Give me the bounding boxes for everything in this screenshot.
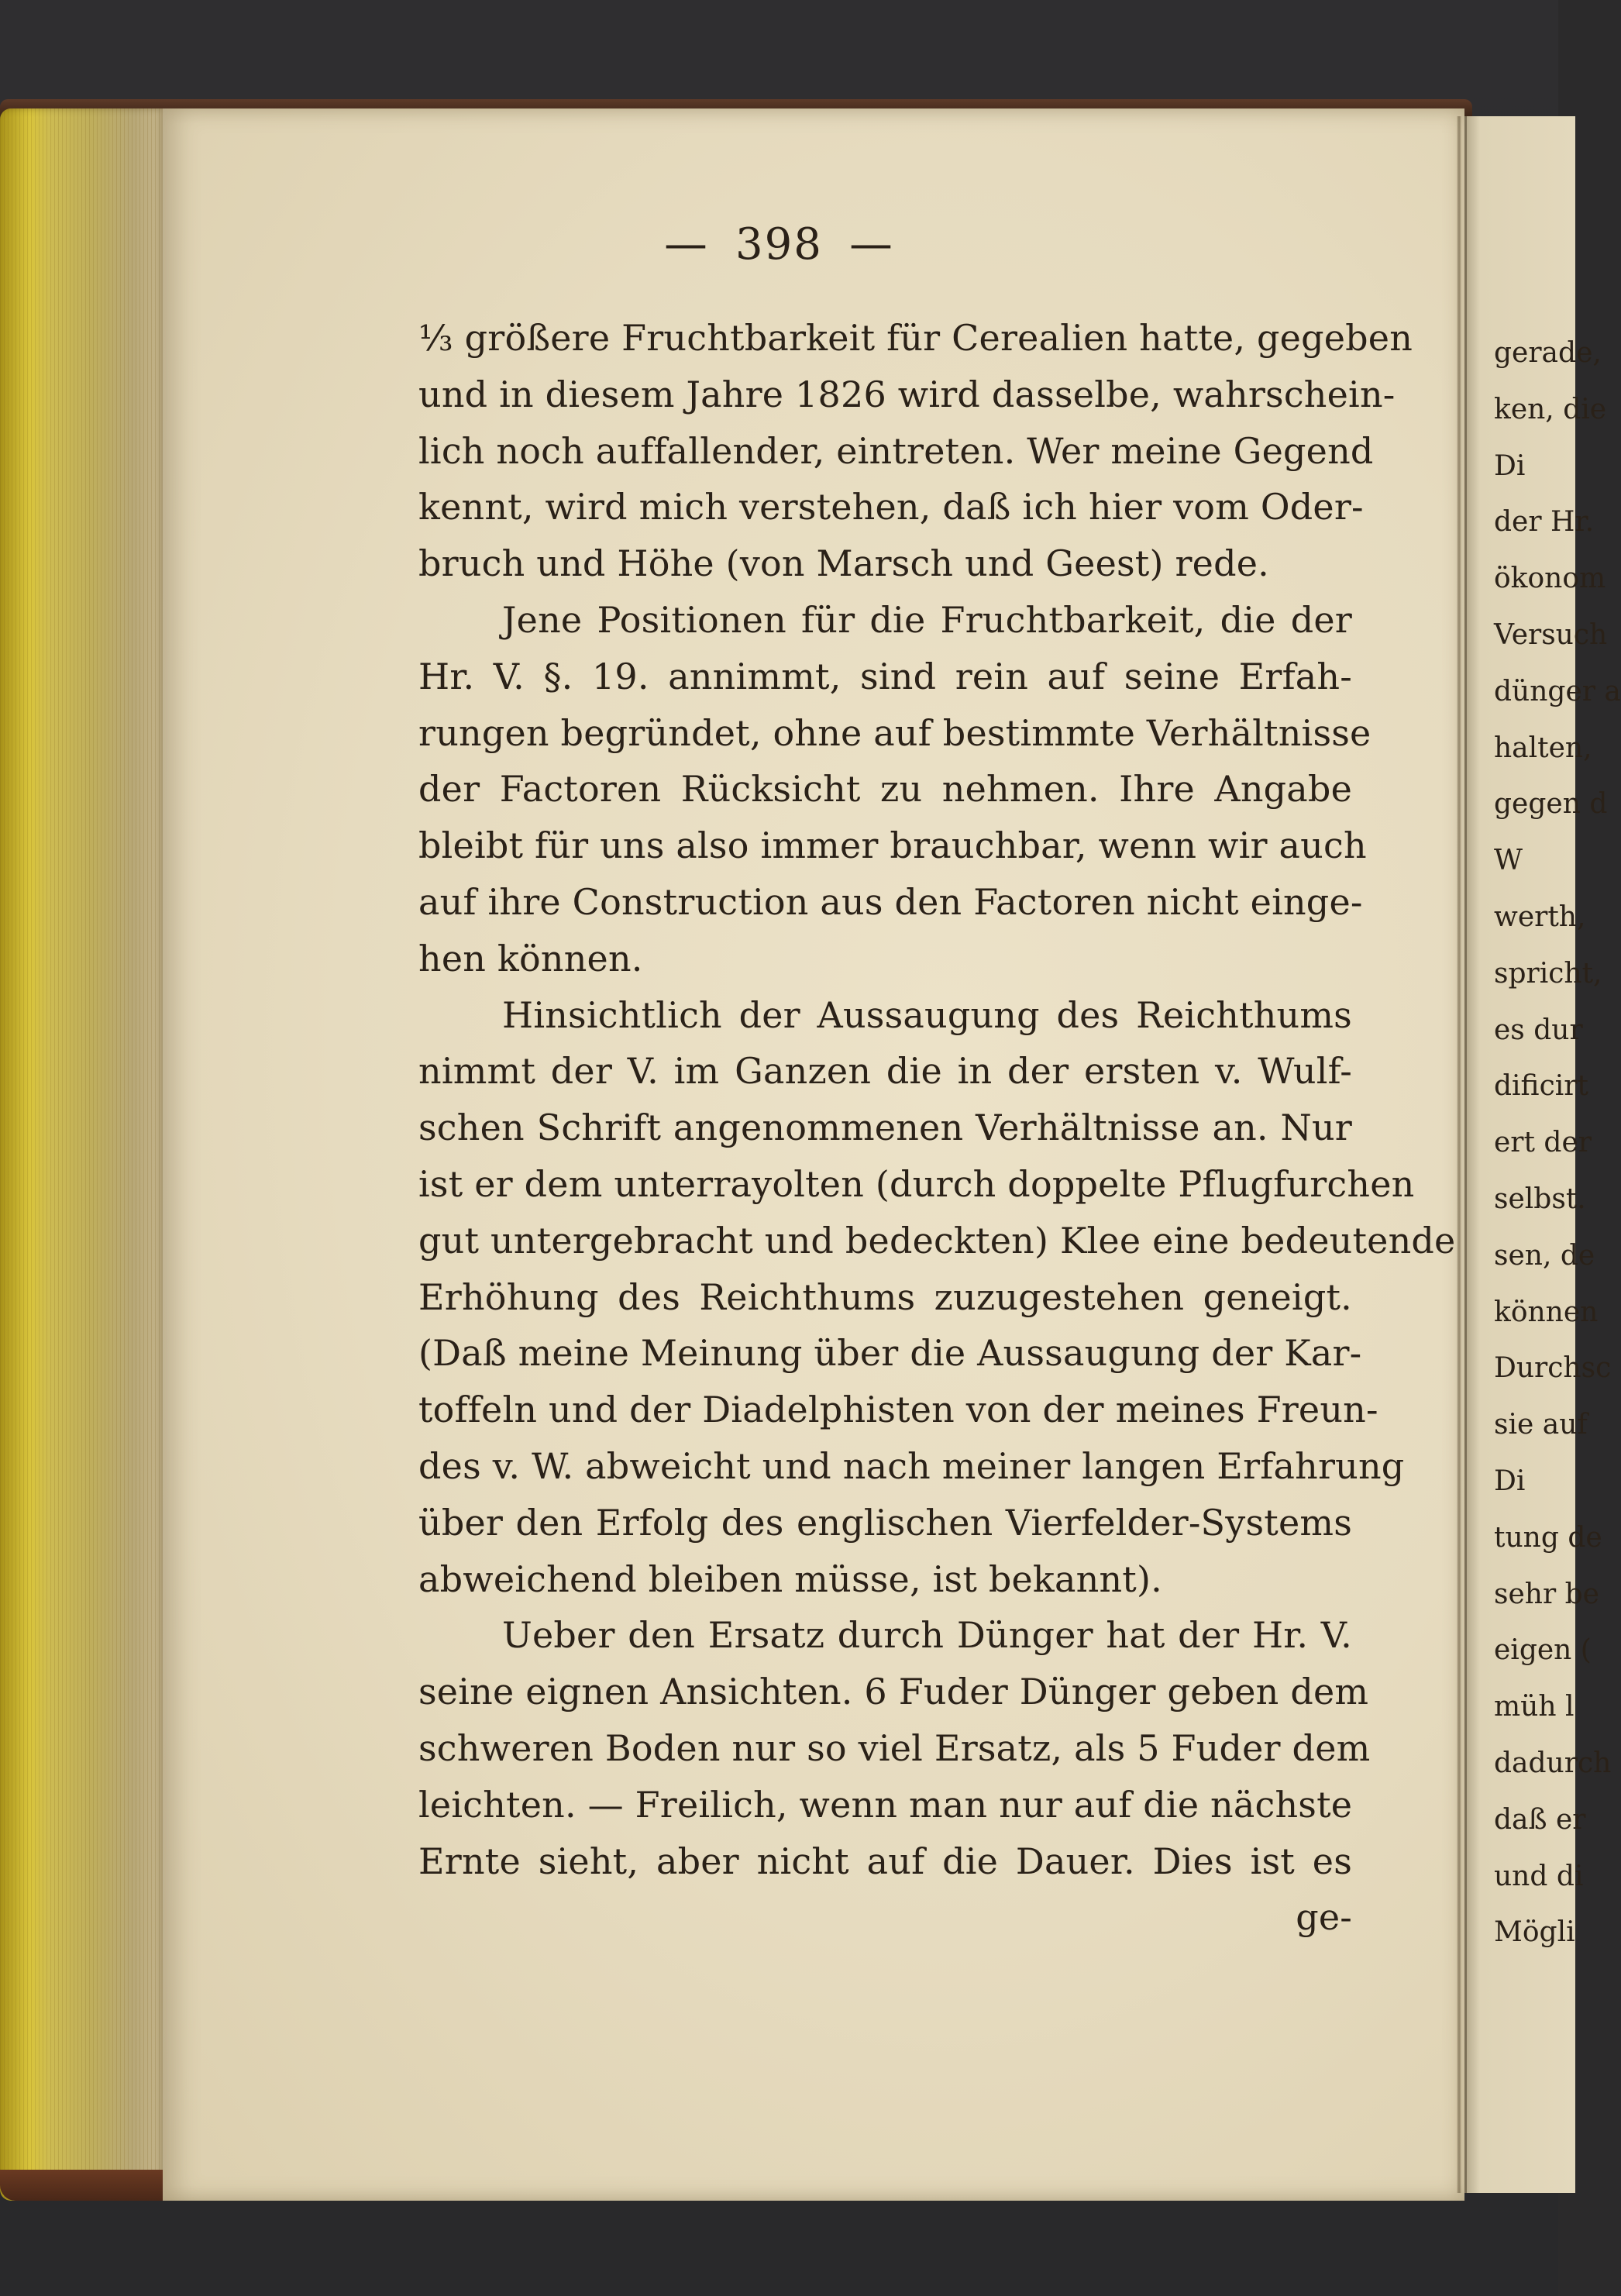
text-line: Ueber den Ersatz durch Dünger hat der Hr. V. xyxy=(502,1614,1352,1657)
adjacent-page-fragment: sie auf xyxy=(1494,1409,1588,1441)
text-line: lich noch auffallender, eintreten. Wer meine Gegend xyxy=(418,429,1374,472)
adjacent-page-fragment: Di xyxy=(1494,1465,1526,1497)
text-line: rungen begründet, ohne auf bestimmte Verhältnisse xyxy=(418,711,1371,754)
page-number-dash-left: — xyxy=(664,219,710,270)
text-line: ist er dem unterrayolten (durch doppelte Pflugfurchen xyxy=(418,1162,1415,1205)
page-body-text xyxy=(418,310,1456,1946)
adjacent-page-fragment: halten, xyxy=(1494,731,1592,764)
adjacent-page-fragment: eigen ( xyxy=(1494,1634,1592,1667)
text-line: gut untergebracht und bedeckten) Klee eine bedeutende xyxy=(418,1219,1456,1262)
text-line: ⅓ größere Fruchtbarkeit für Cerealien hatte, gegeben xyxy=(418,317,1413,359)
text-line: bruch und Höhe (von Marsch und Geest) rede. xyxy=(418,542,1269,585)
adjacent-page-fragment: es dur xyxy=(1494,1014,1583,1046)
text-line: toffeln und der Diadelphisten von der meines Freun- xyxy=(418,1389,1378,1431)
adjacent-page-fragment: sehr be xyxy=(1494,1578,1599,1610)
gilt-page-edges xyxy=(0,108,167,2201)
adjacent-page-fragment: gegen d xyxy=(1494,788,1608,821)
adjacent-page-fragment: Versuch xyxy=(1494,618,1608,651)
adjacent-page-fragment: sen, de xyxy=(1494,1239,1595,1272)
text-line: und in diesem Jahre 1826 wird dasselbe, wahrschein- xyxy=(418,373,1396,415)
page-gutter xyxy=(1457,116,1461,2193)
page-number-dash-right: — xyxy=(848,219,894,270)
text-line: schweren Boden nur so viel Ersatz, als 5 Fuder dem xyxy=(418,1726,1371,1769)
page-header xyxy=(0,219,1558,270)
adjacent-page-fragment: Durchsc xyxy=(1494,1352,1612,1385)
text-line: leichten. — Freilich, wenn man nur auf die nächste xyxy=(418,1783,1353,1826)
adjacent-page-fragment: ert der xyxy=(1494,1127,1592,1159)
adjacent-page-fragment: dadurch xyxy=(1494,1747,1612,1779)
text-line: Jene Positionen für die Fruchtbarkeit, die der xyxy=(502,598,1352,641)
text-line: Ernte sieht, aber nicht auf die Dauer. Dies ist es xyxy=(418,1840,1352,1882)
text-line: abweichend bleiben müsse, ist bekannt). xyxy=(418,1558,1162,1600)
text-line: auf ihre Construction aus den Factoren nicht einge- xyxy=(418,880,1363,923)
adjacent-page-fragment: Mögli xyxy=(1494,1916,1575,1949)
adjacent-page-fragment: ken, die xyxy=(1494,393,1607,425)
adjacent-page-fragment: W xyxy=(1494,845,1523,877)
text-line: Hinsichtlich der Aussaugung des Reichthums xyxy=(502,993,1352,1036)
adjacent-page-fragment: können xyxy=(1494,1296,1599,1328)
text-line: (Daß meine Meinung über die Aussaugung der Kar- xyxy=(418,1332,1362,1375)
adjacent-page-fragment: dificirt xyxy=(1494,1070,1588,1103)
adjacent-page-fragment: ökonom xyxy=(1494,563,1606,595)
text-line: Hr. V. §. 19. annimmt, sind rein auf seine Erfah- xyxy=(418,655,1352,697)
text-line: nimmt der V. im Ganzen die in der ersten v. Wulf- xyxy=(418,1050,1352,1093)
catchword: ge- xyxy=(1296,1896,1352,1939)
adjacent-page-fragment: selbst. xyxy=(1494,1182,1586,1215)
book-cover-bottom-edge xyxy=(0,2170,186,2201)
adjacent-page-fragment: dünger a xyxy=(1494,675,1621,707)
text-line: des v. W. abweicht und nach meiner langen Erfahrung xyxy=(418,1444,1405,1487)
adjacent-page-fragment: und di xyxy=(1494,1860,1584,1892)
text-line: bleibt für uns also immer brauchbar, wenn wir auch xyxy=(418,824,1367,867)
text-line: Erhöhung des Reichthums zuzugestehen geneigt. xyxy=(418,1275,1352,1318)
text-line: über den Erfolg des englischen Vierfelder-Systems xyxy=(418,1501,1352,1544)
adjacent-page-fragment: der Hr. xyxy=(1494,506,1595,539)
adjacent-page-fragment: Di xyxy=(1494,449,1526,482)
text-line: hen können. xyxy=(418,937,643,979)
adjacent-page-fragment: tung de xyxy=(1494,1521,1602,1554)
text-line: kennt, wird mich verstehen, daß ich hier vom Oder- xyxy=(418,486,1364,528)
adjacent-page-fragment: müh l xyxy=(1494,1691,1575,1723)
adjacent-page-fragment: gerade, xyxy=(1494,337,1602,369)
adjacent-page-fragment: daß er xyxy=(1494,1803,1586,1836)
adjacent-page-fragment: spricht, xyxy=(1494,957,1602,990)
text-line: der Factoren Rücksicht zu nehmen. Ihre Angabe xyxy=(418,768,1352,811)
text-line: seine eignen Ansichten. 6 Fuder Dünger geben dem xyxy=(418,1671,1369,1713)
page-number: 398 xyxy=(735,219,823,270)
adjacent-page-fragment: werth, xyxy=(1494,900,1586,933)
adjacent-page-text-fragments xyxy=(1494,325,1621,1961)
text-line: schen Schrift angenommenen Verhältnisse an. Nur xyxy=(418,1107,1352,1149)
